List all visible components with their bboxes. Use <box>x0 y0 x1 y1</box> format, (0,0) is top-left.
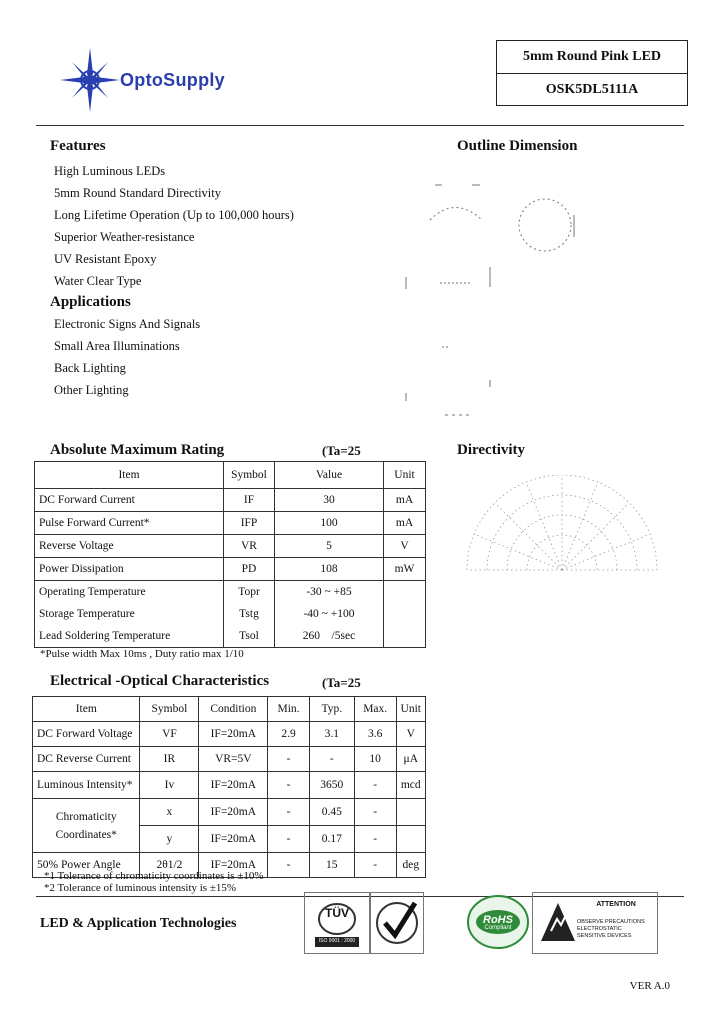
title-box <box>496 40 688 106</box>
table-cell: PD <box>224 558 275 581</box>
eo-table <box>32 696 426 878</box>
product-title: 5mm Round Pink LED <box>522 49 662 64</box>
rohs-label: RoHS <box>483 914 513 926</box>
list-item: Water Clear Type <box>54 274 142 288</box>
abs-max-note: *Pulse width Max 10ms , Duty ratio max 1/10 <box>40 648 244 660</box>
table-header-row <box>35 462 426 489</box>
table-row <box>35 535 426 558</box>
table-cell: IF=20mA <box>199 826 268 853</box>
table-cell: 108 <box>275 558 384 581</box>
table-row <box>33 799 426 826</box>
list-item: Electronic Signs And Signals <box>54 317 201 331</box>
table-cell: DC Forward Current <box>35 489 224 512</box>
table-cell: 10 <box>354 747 396 772</box>
abs-max-heading: Absolute Maximum Rating <box>50 442 225 458</box>
table-cell: y <box>140 826 199 853</box>
table-cell: Tstg <box>224 603 275 625</box>
directivity-chart <box>462 475 662 575</box>
part-number: OSK5DL5111A <box>497 73 687 106</box>
table-cell: IF=20mA <box>199 722 268 747</box>
eo-note-2: *2 Tolerance of luminous intensity is ±15% <box>44 882 237 894</box>
eo-heading: Electrical -Optical Characteristics <box>50 673 270 689</box>
list-item: Superior Weather-resistance <box>54 230 195 244</box>
table-cell: - <box>268 799 309 826</box>
table-cell: mW <box>384 558 426 581</box>
table-cell: Pulse Forward Current* <box>35 512 224 535</box>
applications-list <box>54 313 200 401</box>
list-item: Small Area Illuminations <box>54 339 180 353</box>
table-cell: mcd <box>396 772 425 799</box>
table-cell: - <box>354 772 396 799</box>
table-cell: IF=20mA <box>199 799 268 826</box>
table-header-cell: Symbol <box>224 462 275 489</box>
table-cell: 260 /5sec <box>275 625 384 648</box>
table-cell: 100 <box>275 512 384 535</box>
coordinates-label: Coordinates* <box>55 828 117 841</box>
table-cell: Lead Soldering Temperature <box>35 625 224 648</box>
eo-condition: (Ta=25 <box>322 675 361 690</box>
table-cell: Tsol <box>224 625 275 648</box>
table-cell: DC Reverse Current <box>33 747 140 772</box>
checkmark-icon <box>371 893 423 953</box>
table-header-cell: Condition <box>199 697 268 722</box>
list-item: UV Resistant Epoxy <box>54 252 157 266</box>
table-cell: V <box>384 535 426 558</box>
features-list <box>54 160 294 292</box>
iso-label: ISO 9001 : 2000 <box>318 938 356 944</box>
table-cell: Reverse Voltage <box>35 535 224 558</box>
table-header-cell: Unit <box>384 462 426 489</box>
esd-attention-badge <box>532 892 658 954</box>
company-tagline: LED & Application Technologies <box>40 916 237 931</box>
attention-line: ELECTROSTATIC <box>577 926 622 932</box>
rohs-badge <box>466 894 530 950</box>
table-cell: x <box>140 799 199 826</box>
table-row <box>35 489 426 512</box>
outline-heading: Outline Dimension <box>457 138 578 154</box>
table-cell: Iv <box>140 772 199 799</box>
table-cell: -40 ~ +100 <box>275 603 384 625</box>
table-header-cell: Max. <box>354 697 396 722</box>
table-row <box>35 558 426 581</box>
list-item: High Luminous LEDs <box>54 164 166 178</box>
table-cell: - <box>268 772 309 799</box>
header-divider <box>36 125 684 126</box>
table-cell: - <box>354 799 396 826</box>
abs-max-table <box>34 461 426 648</box>
table-cell: - <box>268 826 309 853</box>
table-cell <box>33 799 140 853</box>
table-cell <box>396 826 425 853</box>
eo-note-1: *1 Tolerance of chromaticity coordinates is ±10% <box>44 870 264 882</box>
table-row <box>35 603 426 625</box>
table-cell: 3650 <box>309 772 354 799</box>
table-cell: mA <box>384 512 426 535</box>
version-label: VER A.0 <box>629 980 670 992</box>
rohs-sub-label: Compliant <box>484 925 512 931</box>
table-cell: IF <box>224 489 275 512</box>
table-cell: Power Dissipation <box>35 558 224 581</box>
table-header-cell: Min. <box>268 697 309 722</box>
table-cell: Storage Temperature <box>35 603 224 625</box>
tuv-certification-icon <box>305 893 369 953</box>
table-cell <box>396 799 425 826</box>
table-header-cell: Value <box>275 462 384 489</box>
table-cell: - <box>309 747 354 772</box>
table-cell: - <box>268 853 309 878</box>
table-cell: mA <box>384 489 426 512</box>
table-cell: IF=20mA <box>199 772 268 799</box>
tuv-badge <box>304 892 370 954</box>
table-cell: 2θ1/2 <box>140 853 199 878</box>
table-header-cell: Item <box>33 697 140 722</box>
table-cell: Topr <box>224 581 275 604</box>
table-cell: 0.45 <box>309 799 354 826</box>
table-cell: V <box>396 722 425 747</box>
table-row <box>33 772 426 799</box>
attention-text <box>577 919 655 940</box>
list-item: Other Lighting <box>54 383 129 397</box>
table-cell: μA <box>396 747 425 772</box>
table-cell: Operating Temperature <box>35 581 224 604</box>
list-item: 5mm Round Standard Directivity <box>54 186 221 200</box>
table-cell: 3.6 <box>354 722 396 747</box>
table-cell: DC Forward Voltage <box>33 722 140 747</box>
outline-drawing <box>400 175 590 425</box>
esd-warning-icon <box>539 901 577 945</box>
table-row <box>33 722 426 747</box>
table-header-cell: Unit <box>396 697 425 722</box>
attention-title: ATTENTION <box>596 901 636 908</box>
table-cell: 15 <box>309 853 354 878</box>
table-cell: Luminous Intensity* <box>33 772 140 799</box>
table-row <box>35 512 426 535</box>
table-cell: - <box>354 853 396 878</box>
table-cell <box>384 581 426 648</box>
table-cell: VR <box>224 535 275 558</box>
tuv-label: TÜV <box>325 906 349 920</box>
table-header-cell: Symbol <box>140 697 199 722</box>
table-row <box>35 581 426 604</box>
table-cell: VF <box>140 722 199 747</box>
star-logo-icon <box>60 48 120 112</box>
features-heading: Features <box>50 138 106 154</box>
attention-line: OBSERVE PRECAUTIONS <box>577 919 645 925</box>
table-cell: -30 ~ +85 <box>275 581 384 604</box>
table-cell: 0.17 <box>309 826 354 853</box>
table-cell: IR <box>140 747 199 772</box>
attention-line: SENSITIVE DEVICES <box>577 933 632 939</box>
table-cell: IF=20mA <box>199 853 268 878</box>
list-item: Back Lighting <box>54 361 126 375</box>
abs-max-condition: (Ta=25 <box>322 443 361 458</box>
table-cell: 2.9 <box>268 722 309 747</box>
table-cell: IFP <box>224 512 275 535</box>
table-header-cell: Item <box>35 462 224 489</box>
applications-heading: Applications <box>50 294 131 310</box>
table-cell: - <box>354 826 396 853</box>
chromaticity-label: Chromaticity <box>55 810 117 823</box>
table-cell: 30 <box>275 489 384 512</box>
table-cell: 3.1 <box>309 722 354 747</box>
table-cell: deg <box>396 853 425 878</box>
compliance-badge <box>370 892 424 954</box>
table-header-cell: Typ. <box>309 697 354 722</box>
brand-logo <box>60 48 280 112</box>
table-cell: - <box>268 747 309 772</box>
brand-name: OptoSupply <box>120 70 225 90</box>
table-row <box>33 747 426 772</box>
table-cell: 50% Power Angle <box>33 853 140 878</box>
table-cell: VR=5V <box>199 747 268 772</box>
table-cell: 5 <box>275 535 384 558</box>
table-header-row <box>33 697 426 722</box>
list-item: Long Lifetime Operation (Up to 100,000 hours) <box>54 208 294 222</box>
directivity-heading: Directivity <box>457 442 526 458</box>
table-row <box>35 625 426 648</box>
